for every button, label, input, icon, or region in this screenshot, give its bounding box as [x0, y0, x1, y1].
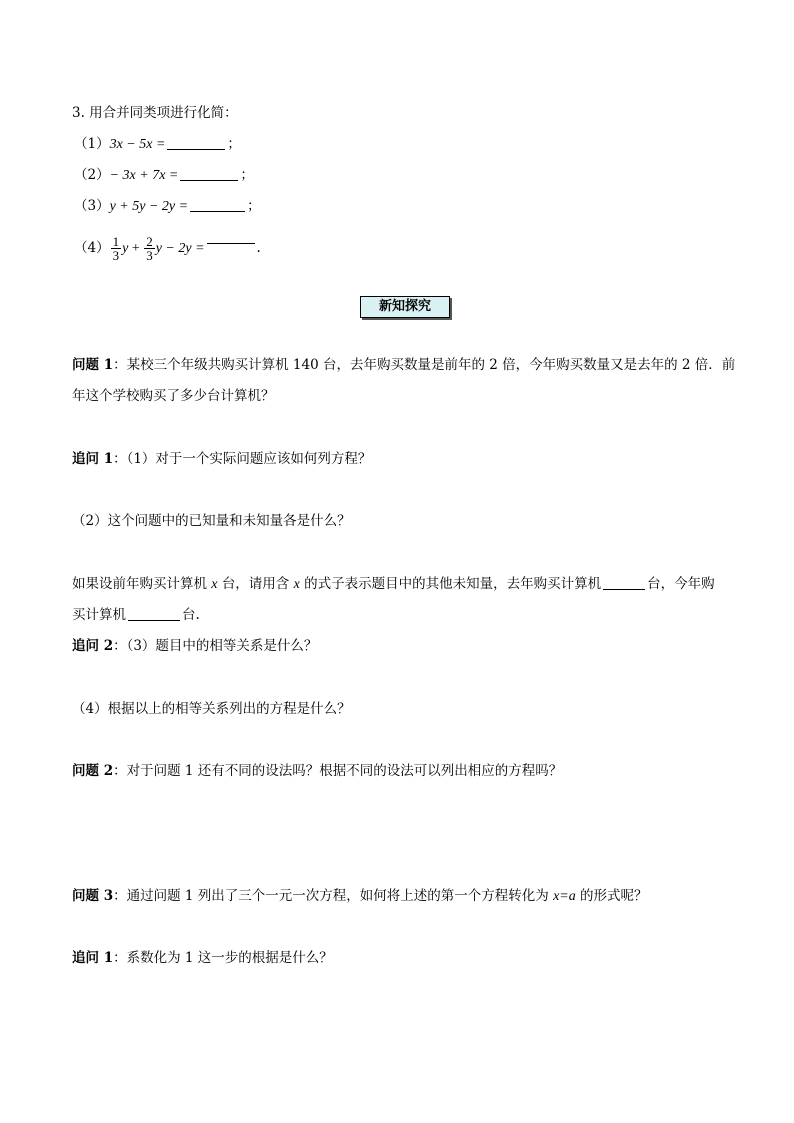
exercise-end: ；	[247, 198, 261, 214]
fraction-two-thirds: $\frac{2}{3}$	[146, 234, 153, 263]
question-label: 问题 1	[72, 357, 114, 373]
assumption-line2	[72, 606, 200, 624]
answer-blank[interactable]	[190, 197, 245, 212]
plus-sign: +	[128, 241, 144, 256]
question-1-line2: 年这个学校购买了多少台计算机？	[72, 388, 275, 404]
exercise-expression: y − 2y =	[155, 241, 205, 256]
question-text: ：通过问题 1 列出了三个一元一次方程，如何将上述的第一个方程转化为	[113, 888, 549, 904]
variable-x: x	[293, 577, 300, 592]
question-label: 问题 2	[72, 763, 114, 779]
variable-x: x	[211, 577, 218, 592]
exercise-1	[74, 135, 241, 154]
text-segment: 如果设前年购买计算机	[72, 576, 207, 592]
followup-text: ：（1）对于一个实际问题应该如何列方程？	[113, 451, 372, 467]
followup-text: ：（3）题目中的相等关系是什么？	[113, 638, 318, 654]
followup-2-part2: （4）根据以上的相等关系列出的方程是什么？	[72, 701, 351, 717]
question-1-line1	[72, 356, 735, 374]
followup-3	[72, 949, 333, 967]
followup-text: ：系数化为 1 这一步的根据是什么？	[113, 950, 333, 966]
equation-x-equals-a: x=a	[553, 889, 576, 904]
text-segment: 台，今年购	[647, 576, 715, 592]
exercise-end: ；	[240, 167, 254, 183]
question-3	[72, 887, 648, 906]
followup-label: 追问 1	[72, 950, 114, 966]
answer-blank[interactable]	[167, 135, 225, 150]
exercise-label: （2）	[74, 167, 110, 183]
question-2	[72, 762, 562, 780]
answer-blank[interactable]	[603, 575, 645, 590]
exercise-2	[74, 166, 254, 185]
variable-y: y	[122, 241, 129, 256]
question-text: 的形式呢？	[580, 888, 648, 904]
followup-label: 追问 1	[72, 451, 114, 467]
exercise-label: （4）	[74, 240, 110, 256]
followup-1-part2: （2）这个问题中的已知量和未知量各是什么？	[72, 513, 351, 529]
text-segment: 买计算机	[72, 607, 126, 623]
answer-blank[interactable]	[128, 606, 180, 621]
exercise-expression: y + 5y − 2y =	[109, 199, 189, 214]
question-text: ：某校三个年级共购买计算机 140 台，去年购买数量是前年的 2 倍，今年购买数量又是去年的 2 倍．前	[113, 357, 736, 373]
exercise-expression: 3x − 5x =	[109, 137, 166, 152]
fraction-one-third: $\frac{1}{3}$	[112, 234, 120, 263]
question-label: 问题 3	[72, 888, 114, 904]
text-segment: 的式子表示题目中的其他未知量，去年购买计算机	[304, 576, 602, 592]
exercise-expression: − 3x + 7x =	[109, 168, 179, 183]
text-segment: 台.	[182, 607, 200, 623]
exercise-3	[74, 197, 261, 216]
followup-1	[72, 450, 371, 468]
assumption-line1	[72, 575, 715, 594]
exercise-label: （3）	[74, 198, 110, 214]
question-text: ：对于问题 1 还有不同的设法吗？根据不同的设法可以列出相应的方程吗？	[113, 763, 563, 779]
answer-blank[interactable]	[180, 166, 238, 181]
exercise-label: （1）	[74, 136, 110, 152]
section-banner: 新知探究	[360, 296, 450, 318]
exercise-end: .	[256, 240, 261, 256]
answer-blank[interactable]	[207, 229, 255, 244]
exercise-4	[74, 229, 261, 265]
section3-heading: 3. 用合并同类项进行化简：	[72, 105, 238, 121]
exercise-end: ；	[227, 136, 241, 152]
text-segment: 台，请用含	[221, 576, 290, 592]
followup-label: 追问 2	[72, 638, 114, 654]
followup-2	[72, 637, 317, 655]
